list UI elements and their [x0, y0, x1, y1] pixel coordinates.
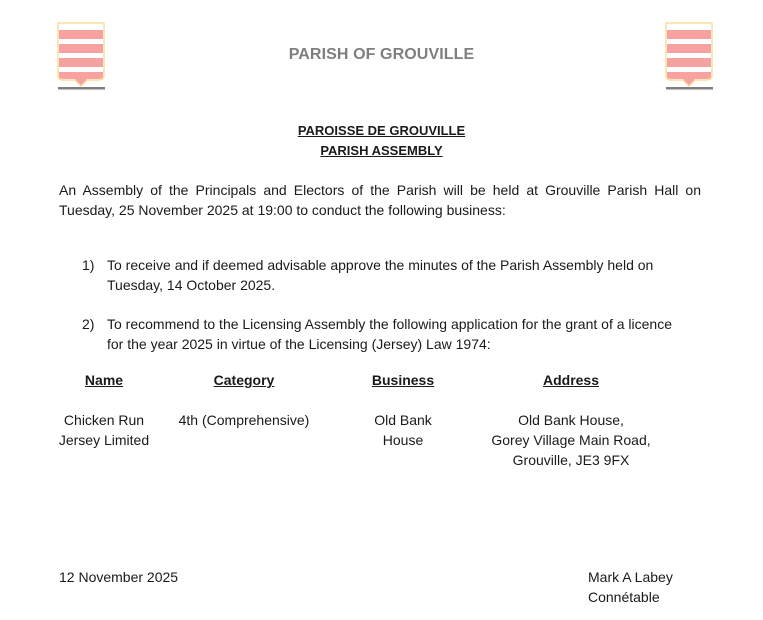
signatory-name: Mark A Labey	[588, 569, 673, 585]
table-header-business: Business	[371, 372, 435, 388]
business-line: House	[382, 432, 424, 448]
agenda-item-number: 1)	[82, 257, 95, 273]
agenda-item	[82, 314, 692, 354]
name-line: Jersey Limited	[58, 432, 150, 448]
address-line: Gorey Village Main Road,	[491, 432, 651, 448]
table-header-name: Name	[84, 372, 124, 388]
table-header-address: Address	[542, 372, 600, 388]
agenda-item-number: 2)	[82, 316, 95, 332]
signature-block	[588, 567, 673, 607]
notice-date: 12 November 2025	[59, 569, 179, 585]
heading-parish-assembly: PARISH ASSEMBLY	[320, 143, 443, 158]
signatory-title: Connétable	[588, 589, 660, 605]
agenda-item-text: To recommend to the Licensing Assembly the following application for the grant of a licence for the year 2025 in virtue of the Licensing (Jersey) Law 1974:	[107, 316, 672, 352]
address-line: Grouville, JE3 9FX	[512, 452, 630, 468]
agenda-item-text: To receive and if deemed advisable approve the minutes of the Parish Assembly held on Tuesday, 14 October 2025.	[107, 257, 654, 293]
table-cell-address	[471, 410, 671, 470]
table-cell-name	[44, 410, 164, 450]
agenda-item	[82, 255, 692, 295]
business-line: Old Bank	[374, 412, 432, 428]
table-header-category: Category	[213, 372, 275, 388]
intro-paragraph: An Assembly of the Principals and Electors of the Parish will be held at Grouville Parish Hall on Tuesday, 25 November 2025 at 19:00 to conduct the following business:	[59, 182, 701, 218]
parish-title: PARISH OF GROUVILLE	[288, 46, 475, 63]
table-cell-business	[343, 410, 463, 450]
table-cell-category	[159, 410, 329, 430]
name-line: Chicken Run	[63, 412, 145, 428]
category-line: 4th (Comprehensive)	[178, 412, 310, 428]
address-line: Old Bank House,	[518, 412, 624, 428]
heading-paroisse: PAROISSE DE GROUVILLE	[297, 123, 466, 138]
